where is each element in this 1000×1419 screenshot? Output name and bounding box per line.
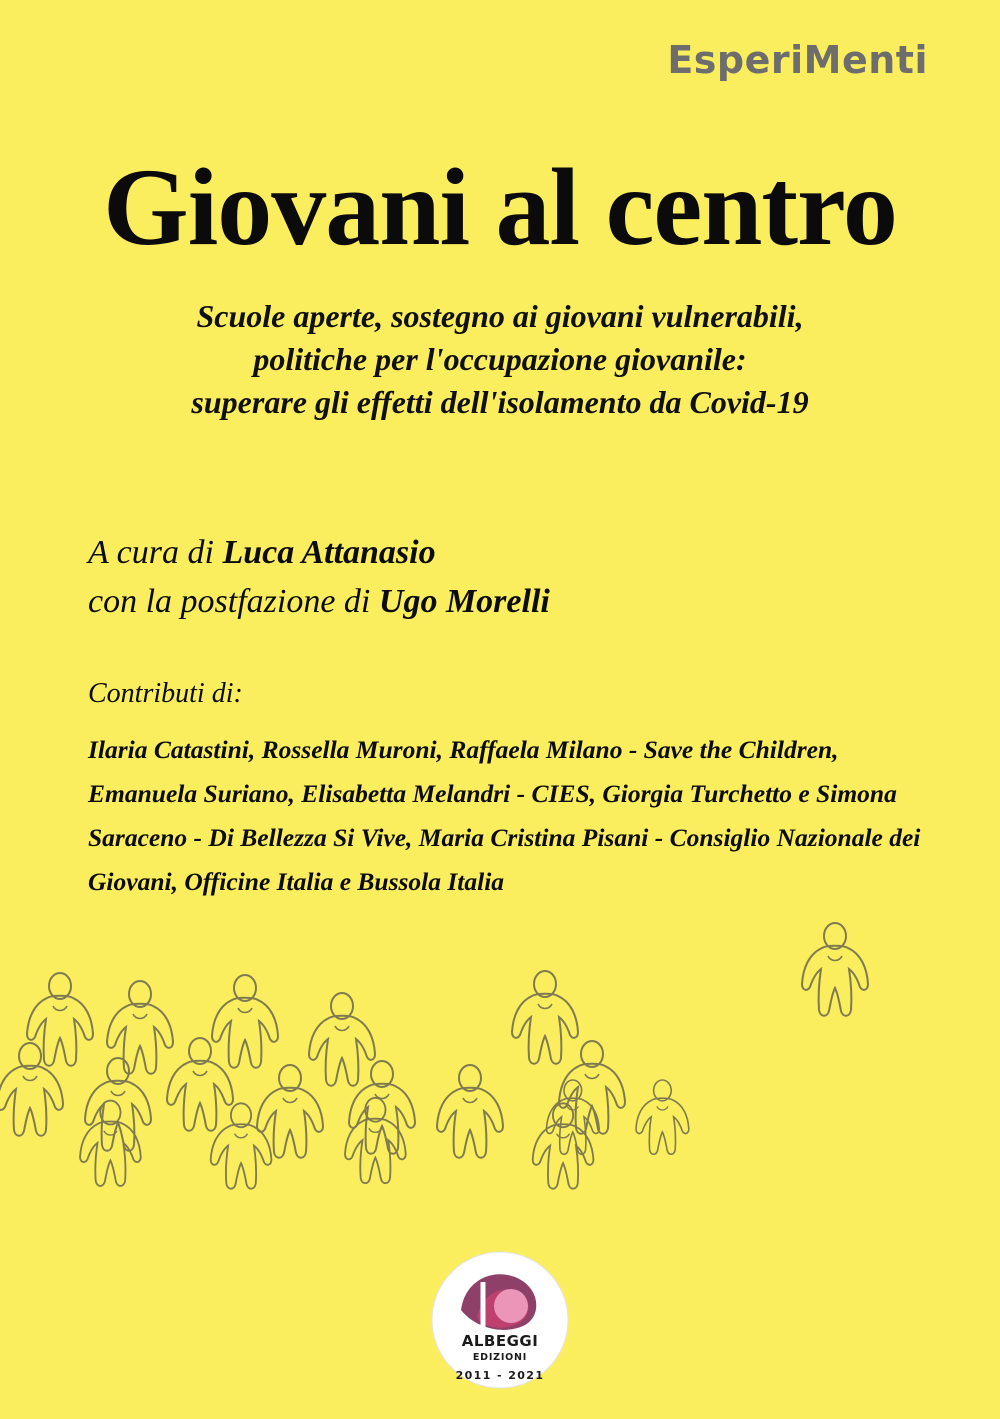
editor-prefix: A cura di [88, 534, 223, 571]
publisher-years: 2011 - 2021 [455, 1369, 545, 1382]
afterword-line [88, 577, 550, 626]
subtitle-line-2: politiche per l'occupazione giovanile: [253, 341, 747, 378]
subtitle [90, 295, 910, 425]
contributors-heading: Contributi di: [88, 678, 243, 709]
editor-credits [88, 528, 550, 627]
editor-line [88, 528, 550, 577]
subtitle-line-3: superare gli effetti dell'isolamento da Covid-19 [191, 384, 809, 421]
editor-name: Luca Attanasio [222, 534, 436, 571]
afterword-name: Ugo Morelli [378, 583, 550, 621]
publisher-logo-svg [425, 1248, 575, 1398]
page-title: Giovani al centro [103, 146, 897, 268]
series-label: EsperiMenti [667, 38, 928, 82]
subtitle-line-1: Scuole aperte, sostegno ai giovani vulnerabili, [196, 298, 804, 334]
contributors-list: Ilaria Catastini, Rossella Muroni, Raffaela Milano - Save the Children, Emanuela Suriano, Elisabetta Melandri - CIES, Giorgia Turchetto e Simona Saraceno - Di Bellezza Si Vive, Maria Cristina Pisani - Consiglio Nazionale dei Giovani, Officine Italia e Bussola Italia [88, 735, 921, 896]
publisher-subtitle: EDIZIONI [472, 1352, 528, 1363]
publisher-name: ALBEGGI [461, 1332, 539, 1350]
afterword-prefix: con la postfazione di [88, 583, 379, 621]
crowd-of-figures-illustration [0, 900, 1000, 1200]
figures-svg [0, 900, 1000, 1200]
publisher-logo [425, 1248, 575, 1398]
